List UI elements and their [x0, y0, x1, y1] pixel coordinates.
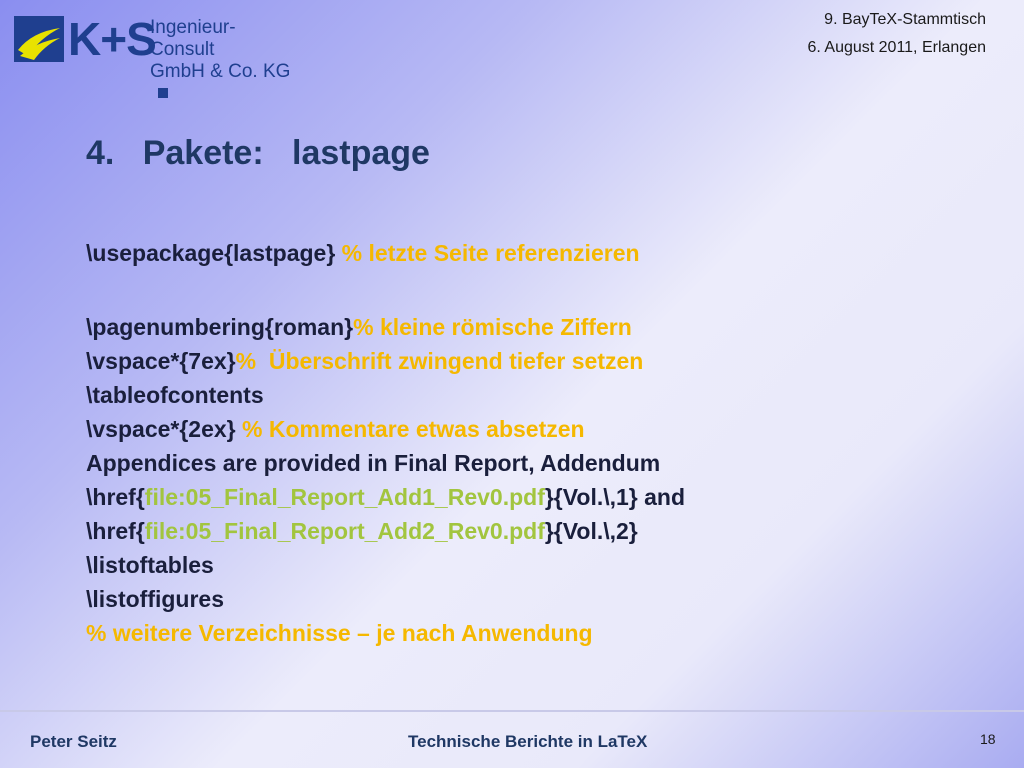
code-command: \href{ [86, 518, 145, 544]
code-line [86, 378, 685, 412]
code-comment: % kleine römische Ziffern [353, 314, 632, 340]
footer-talk-title: Technische Berichte in LaTeX [408, 732, 648, 751]
slide-title: 4. Pakete: lastpage [86, 134, 430, 172]
code-text: Appendices are provided in Final Report, Addendum [86, 450, 661, 476]
code-line [86, 548, 685, 582]
logo-brand: K+S [68, 13, 156, 65]
ks-logo-icon [14, 16, 64, 62]
company-logo [14, 13, 294, 82]
event-name: 9. BayTeX-Stammtisch [824, 11, 986, 28]
event-info [807, 6, 986, 62]
square-icon [158, 88, 168, 98]
code-line [86, 412, 685, 446]
code-line [86, 616, 685, 650]
footer-divider [0, 710, 1024, 712]
code-command: \listoftables [86, 552, 214, 578]
code-line [86, 480, 685, 514]
code-comment: % weitere Verzeichnisse – je nach Anwendung [86, 620, 593, 646]
footer-author: Peter Seitz [30, 732, 117, 751]
code-command: \href{ [86, 484, 145, 510]
logo-line-2 [150, 61, 294, 105]
page-number: 18 [980, 731, 996, 747]
code-listing [86, 236, 685, 650]
code-comment: % Überschrift zwingend tiefer setzen [235, 348, 644, 374]
code-command: \pagenumbering{roman} [86, 314, 354, 340]
code-line [86, 236, 685, 270]
code-comment: % letzte Seite referenzieren [335, 240, 640, 266]
code-line [86, 582, 685, 616]
code-line [86, 344, 685, 378]
code-comment: % Kommentare etwas absetzen [235, 416, 585, 442]
code-command: \vspace*{7ex} [86, 348, 236, 374]
code-command: \vspace*{2ex} [86, 416, 236, 442]
code-line [86, 446, 685, 480]
code-spacer [86, 270, 685, 310]
logo-line-1: Ingenieur-Consult [150, 17, 236, 60]
code-command: \listoffigures [86, 586, 225, 612]
code-line [86, 514, 685, 548]
code-line [86, 310, 685, 344]
code-command: \usepackage{lastpage} [86, 240, 336, 266]
file-link: file:05_Final_Report_Add2_Rev0.pdf [144, 518, 545, 544]
code-command: }{Vol.\,2} [544, 518, 638, 544]
code-command: }{Vol.\,1} and [544, 484, 686, 510]
logo-line-2-text: GmbH & Co. KG [150, 61, 291, 82]
event-date: 6. August 2011, Erlangen [807, 39, 986, 56]
file-link: file:05_Final_Report_Add1_Rev0.pdf [144, 484, 545, 510]
logo-company-name [150, 17, 294, 105]
slide-header [0, 0, 1024, 80]
code-command: \tableofcontents [86, 382, 264, 408]
